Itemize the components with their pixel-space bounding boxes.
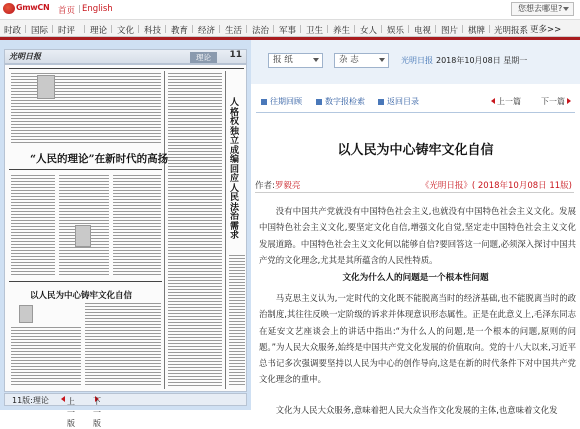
logo-mark-icon — [3, 3, 15, 14]
chevron-down-icon — [379, 58, 385, 62]
article-text-block — [11, 327, 81, 387]
article-pane — [251, 40, 580, 415]
nav-separator — [25, 25, 26, 33]
nav-separator — [381, 25, 382, 33]
nav-separator — [408, 25, 409, 33]
author-label: 作者: — [255, 181, 275, 191]
article-toolbar — [251, 90, 580, 110]
nav-item-gmbx[interactable]: 光明报系 — [494, 26, 529, 36]
article-paragraph: 没有中国共产党就没有中国特色社会主义,也就没有中国特色社会主义文化。发展中国特色社会主义文化,要坚定文化自信,增强文化自觉,坚定走中国特色社会主义文化发展道路。中国特色社会主义文化何以能够自信?要回答这一问题,必须深入探讨中国共产党的文化理念,尤其是其所蕴含的人民性特质。 — [259, 206, 576, 265]
nav-separator — [52, 25, 53, 33]
site-logo[interactable] — [3, 2, 50, 16]
headline-secondary[interactable]: 以人民为中心铸牢文化自信 — [30, 291, 133, 301]
nav-separator — [138, 25, 139, 33]
prev-page-link[interactable] — [61, 395, 75, 428]
article-author — [255, 179, 300, 191]
article-paragraph: 马克思主义认为,一定时代的文化既不能脱离当时的经济基础,也不能脱离当时的政治制度,其往往反映一定阶级的诉求并体现意识形态属性。正是在此意义上,毛泽东同志在延安文艺座谈会上的讲话中指出:“为什么人的问题,是一个根本的问题,原则的问题。”为人民大众服务,始终是中国共产党文化发展的价值取向。党的十八大以来,习近平总书记多次强调要坚持以人民为中心的创作导向,这是在新的时代条件下对中国共产党文化理念的重申。 — [259, 293, 576, 385]
current-page-label: 11版:理论 — [12, 396, 49, 405]
newspaper-page-pane — [0, 40, 251, 428]
newspaper-page-header — [4, 49, 247, 64]
back-issues-label: 往期回顾 — [270, 97, 302, 106]
paper-name[interactable]: 光明日报 — [401, 56, 433, 65]
page-rule — [9, 281, 162, 282]
english-link[interactable]: English — [82, 4, 113, 14]
author-photo — [37, 75, 55, 99]
nav-separator — [246, 25, 247, 33]
nav-separator — [300, 25, 301, 33]
newspaper-select-value: 报 纸 — [273, 55, 293, 65]
magazine-select[interactable] — [334, 53, 389, 68]
home-link[interactable]: 首页 — [58, 6, 76, 16]
newspaper-page-number: 11 — [229, 50, 242, 60]
author-name: 罗毅亮 — [274, 181, 301, 191]
article-title: 以人民为中心铸牢文化自信 — [337, 143, 494, 158]
calendar-icon — [261, 99, 267, 105]
nav-more-link[interactable]: 更多>> — [530, 25, 562, 35]
newspaper-select[interactable] — [268, 53, 323, 68]
nav-item-lilun[interactable]: 理论 — [90, 26, 108, 36]
return-index-label: 返回目录 — [387, 97, 419, 106]
column-rule — [225, 71, 226, 389]
triangle-left-icon — [491, 98, 495, 104]
magazine-select-value: 杂 志 — [339, 55, 359, 65]
article-meta — [251, 179, 580, 191]
article-paragraph: 文化为人民大众服务,意味着把人民大众当作文化发展的主体,也意味着文化发 — [275, 405, 558, 415]
next-page-link[interactable] — [93, 395, 101, 428]
page-rule — [9, 169, 162, 170]
nav-item-junshi[interactable]: 军事 — [279, 26, 297, 36]
top-bar — [0, 0, 580, 19]
newspaper-page-image[interactable] — [4, 64, 247, 392]
nav-item-jingji[interactable]: 经济 — [198, 26, 216, 36]
next-article-link[interactable] — [541, 96, 571, 107]
article-text-block — [229, 255, 245, 385]
nav-item-keji[interactable]: 科技 — [144, 26, 162, 36]
nav-separator — [219, 25, 220, 33]
issue-dateline — [401, 55, 527, 66]
headline-vertical[interactable]: 人格权独立成编回应人民法治需求 — [230, 98, 240, 241]
nav-item-guoji[interactable]: 国际 — [31, 26, 49, 36]
nav-item-fazhi[interactable]: 法治 — [252, 26, 270, 36]
where-to-go-dropdown[interactable] — [511, 2, 574, 16]
triangle-right-icon — [567, 98, 571, 104]
prev-page-label: 上一版 — [67, 397, 75, 428]
nav-item-jiaoyu[interactable]: 教育 — [171, 26, 189, 36]
where-to-go-label: 您想去哪里? — [518, 4, 563, 13]
nav-item-shenghuo[interactable]: 生活 — [225, 26, 243, 36]
top-link-separator: | — [78, 4, 81, 13]
nav-separator — [165, 25, 166, 33]
prev-article-label: 上一篇 — [497, 97, 521, 106]
article-text-block — [168, 73, 222, 387]
nav-item-yangsheng[interactable]: 养生 — [333, 26, 351, 36]
nav-separator — [435, 25, 436, 33]
meta-divider — [255, 192, 574, 193]
search-icon — [316, 99, 322, 105]
article-text-block — [11, 73, 161, 145]
chevron-down-icon — [563, 7, 569, 11]
page-navigation-bar — [4, 393, 247, 428]
back-issues-button[interactable] — [261, 96, 302, 107]
nav-item-tupian[interactable]: 图片 — [441, 26, 459, 36]
channel-nav — [0, 19, 580, 37]
return-index-button[interactable] — [378, 96, 419, 107]
author-photo — [75, 225, 91, 247]
nav-separator — [489, 25, 490, 33]
nav-separator — [462, 25, 463, 33]
toolbar-divider — [256, 112, 575, 113]
newspaper-masthead: 光明日报 — [9, 51, 41, 61]
nav-separator — [84, 25, 85, 33]
chevron-down-icon — [313, 58, 319, 62]
nav-item-shizheng[interactable]: 时政 — [4, 26, 22, 36]
digital-search-label: 数字报检索 — [325, 97, 365, 106]
nav-separator — [273, 25, 274, 33]
article-text-block — [113, 175, 161, 275]
newspaper-section-tag: 理论 — [190, 52, 217, 63]
prev-article-link[interactable] — [491, 96, 521, 107]
page-rule — [9, 68, 244, 69]
nav-item-yule[interactable]: 娱乐 — [387, 26, 405, 36]
nav-item-dianshi[interactable]: 电视 — [414, 26, 432, 36]
column-rule — [164, 71, 165, 389]
issue-date: 2018年10月08日 星期一 — [436, 56, 528, 65]
nav-item-weisheng[interactable]: 卫生 — [306, 26, 324, 36]
article-subheading: 文化为什么人的问题是一个根本性问题 — [342, 273, 489, 283]
nav-separator — [192, 25, 193, 33]
article-text-block — [11, 175, 55, 275]
publication-selector-bar — [251, 40, 580, 84]
article-text-block — [85, 303, 161, 387]
article-source: 《光明日报》( 2018年10月08日 11版) — [420, 181, 572, 191]
next-page-label: 下一版 — [93, 397, 101, 428]
list-icon — [378, 99, 384, 105]
nav-item-shiping[interactable]: 时评 — [58, 26, 76, 36]
nav-separator — [354, 25, 355, 33]
nav-separator — [327, 25, 328, 33]
nav-item-qipai[interactable]: 棋牌 — [468, 26, 486, 36]
nav-item-wenhua[interactable]: 文化 — [117, 26, 135, 36]
nav-separator — [111, 25, 112, 33]
digital-search-button[interactable] — [316, 96, 365, 107]
logo-text: GmwCN — [16, 3, 50, 12]
triangle-left-icon — [61, 396, 65, 402]
nav-item-nvren[interactable]: 女人 — [360, 26, 378, 36]
author-photo — [19, 305, 33, 323]
headline-main[interactable]: “人民的理论”在新时代的高扬 — [30, 153, 169, 165]
next-article-label: 下一篇 — [541, 97, 565, 106]
